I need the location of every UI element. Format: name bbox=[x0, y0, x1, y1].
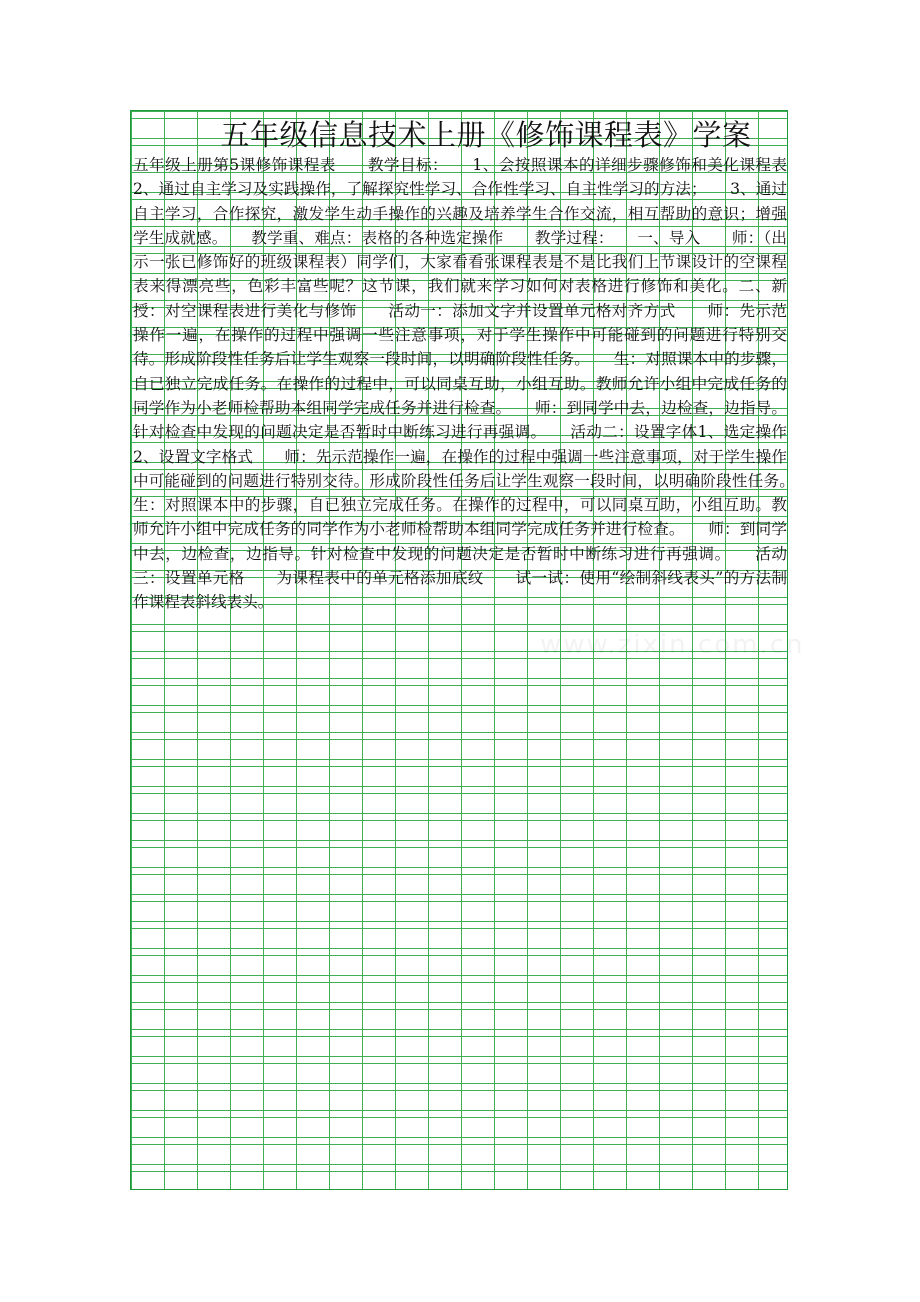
watermark: www.zixin.com.cn bbox=[540, 630, 805, 660]
document-body-text: 五年级上册第5课修饰课程表 教学目标： 1、会按照课本的详细步骤修饰和美化课程表 2、通过自主学习及实践操作，了解探究性学习、合作性学习、自主性学习的方法； 3、通过自主学习，合作探究，激发学生动手操作的兴趣及培养学生合作交流，相互帮助的意识；增强学生成就感。 教学重、难点：表格的各种选定操作 教学过程： 一、导入 师：（出示一张已修饰好的班级课程表）同学们，大家看看张课程表是不是比我们上节课设计的空课程表来得漂亮些，色彩丰富些呢？这节课，我们就来学习如何对表格进行修饰和美化。二、新授：对空课程表进行美化与修饰 活动一：添加文字并设置单元格对齐方式 师：先示范操作一遍，在操作的过程中强调一些注意事项，对于学生操作中可能碰到的问题进行特别交待。形成阶段性任务后让学生观察一段时间，以明确阶段性任务。 生：对照课本中的步骤，自已独立完成任务。在操作的过程中，可以同桌互助，小组互助。教师允许小组中完成任务的同学作为小老师检帮助本组同学完成任务并进行检查。 师：到同学中去，边检查，边指导。针对检查中发现的问题决定是否暂时中断练习进行再强调。 活动二：设置字体1、选定操作 2、设置文字格式 师：先示范操作一遍，在操作的过程中强调一些注意事项，对于学生操作中可能碰到的问题进行特别交待。形成阶段性任务后让学生观察一段时间，以明确阶段性任务。 生：对照课本中的步骤，自已独立完成任务。在操作的过程中，可以同桌互助，小组互助。教师允许小组中完成任务的同学作为小老师检帮助本组同学完成任务并进行检查。 师：到同学中去，边检查，边指导。针对检查中发现的问题决定是否暂时中断练习进行再强调。 活动三：设置单元格 为课程表中的单元格添加底纹 试一试：使用“绘制斜线表头”的方法制作课程表斜线表头。 bbox=[133, 156, 819, 612]
page-title: 五年级信息技术上册《修饰课程表》学案 bbox=[220, 118, 752, 152]
